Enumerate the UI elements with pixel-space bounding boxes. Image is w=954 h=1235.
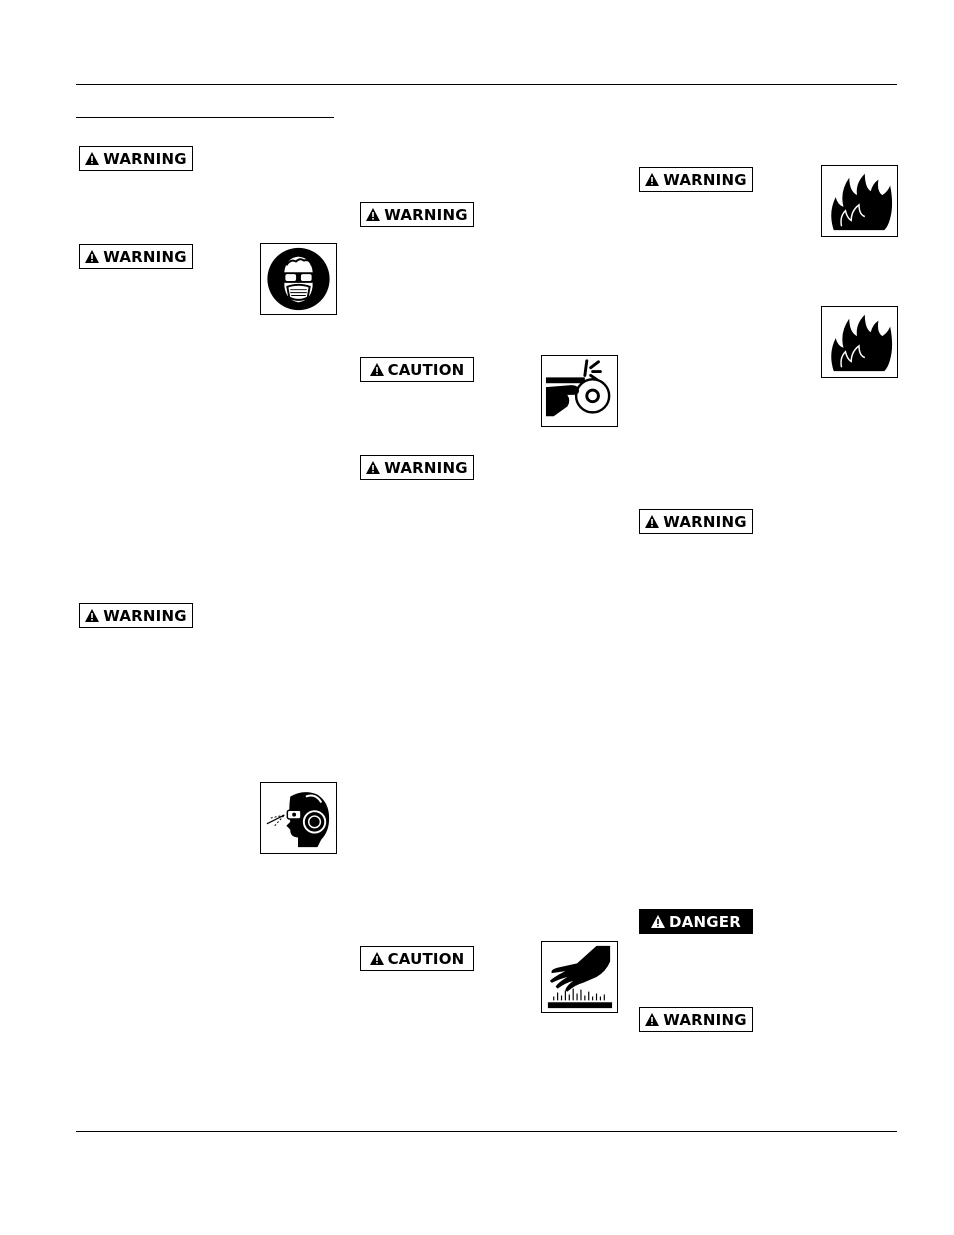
warning-triangle-icon: [645, 1013, 659, 1026]
warning-badge: [639, 167, 753, 192]
badge-label: CAUTION: [387, 949, 465, 968]
warning-triangle-icon: [370, 363, 384, 376]
badge-label: WARNING: [663, 170, 747, 189]
warning-triangle-icon: [85, 609, 99, 622]
warning-badge: [639, 1007, 753, 1032]
warning-triangle-icon: [370, 952, 384, 965]
warning-triangle-icon: [366, 461, 380, 474]
warning-badge: [79, 603, 193, 628]
badge-label: DANGER: [669, 912, 741, 931]
badge-label: WARNING: [663, 512, 747, 531]
respirator-goggles-icon: [260, 243, 337, 315]
warning-badge: [79, 244, 193, 269]
warning-triangle-icon: [645, 173, 659, 186]
warning-badge: [360, 202, 474, 227]
badge-label: CAUTION: [387, 360, 465, 379]
warning-triangle-icon: [85, 152, 99, 165]
badge-label: WARNING: [103, 149, 187, 168]
fire-icon: [821, 165, 898, 237]
hot-surface-icon: [541, 941, 618, 1013]
badge-label: WARNING: [103, 606, 187, 625]
eye-ear-protection-icon: [260, 782, 337, 854]
warning-badge: [360, 455, 474, 480]
badge-label: WARNING: [663, 1010, 747, 1029]
badge-label: WARNING: [384, 205, 468, 224]
caution-badge: [360, 946, 474, 971]
warning-triangle-icon: [366, 208, 380, 221]
warning-triangle-icon: [85, 250, 99, 263]
header-rule: [76, 84, 897, 85]
warning-badge: [79, 146, 193, 171]
fire-icon: [821, 306, 898, 378]
warning-badge: [639, 509, 753, 534]
caution-badge: [360, 357, 474, 382]
section-rule: [76, 117, 334, 118]
warning-triangle-icon: [645, 515, 659, 528]
badge-label: WARNING: [103, 247, 187, 266]
warning-triangle-icon: [651, 915, 665, 928]
badge-label: WARNING: [384, 458, 468, 477]
footer-rule: [76, 1131, 897, 1132]
danger-badge: [639, 909, 753, 934]
belt-pinch-hand-icon: [541, 355, 618, 427]
